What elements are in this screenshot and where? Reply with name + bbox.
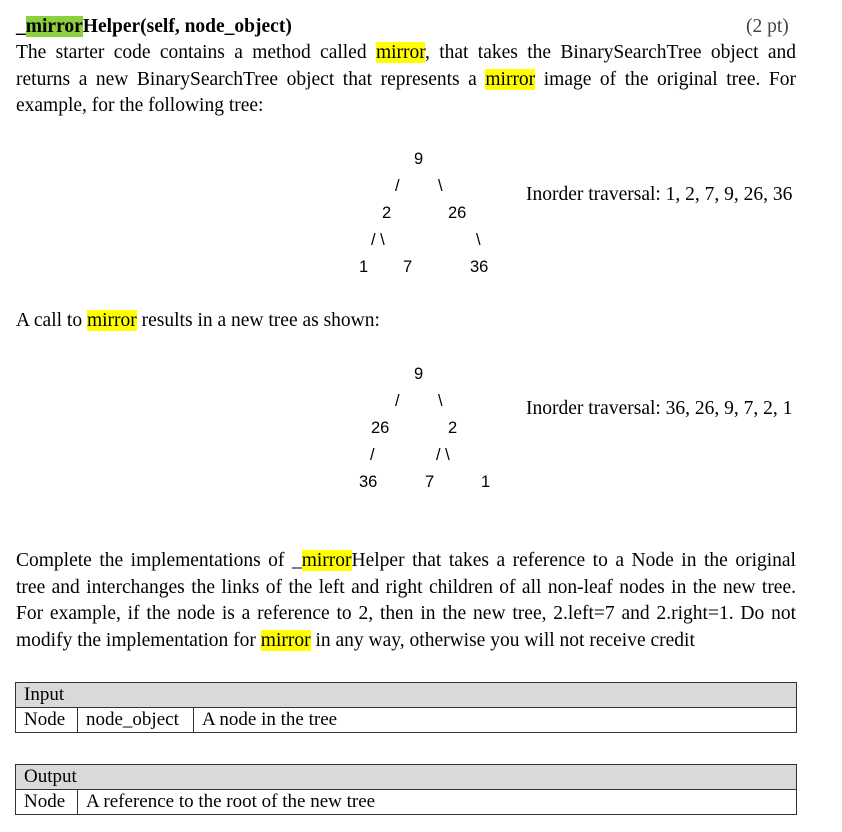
tree1-node-2: 2: [382, 204, 392, 222]
tree2-node-26: 26: [371, 419, 390, 437]
intro-line-2: returns a new BinarySearchTree object that represents a mirror image of the original tree. For: [16, 68, 796, 90]
complete-line-4: modify the implementation for mirror in any way, otherwise you will not receive credit: [16, 629, 695, 651]
tree1-node-26: 26: [448, 204, 467, 222]
tree1-edge-26: \: [476, 231, 481, 249]
mirror-highlight: mirror: [485, 68, 536, 90]
tree1-edge-right: \: [438, 177, 443, 195]
tree2-node-7: 7: [425, 473, 435, 491]
tree1-node-9: 9: [414, 150, 424, 168]
input-type: Node: [16, 708, 78, 733]
points-label: (2 pt): [746, 16, 789, 37]
mirror-highlight: mirror: [86, 310, 137, 331]
tree2-edge-right: \: [438, 392, 443, 410]
input-header: Input: [16, 683, 797, 708]
tree1-node-36: 36: [470, 258, 489, 276]
output-type: Node: [16, 790, 78, 815]
tree1-node-1: 1: [359, 258, 369, 276]
input-param: node_object: [78, 708, 194, 733]
output-header: Output: [16, 765, 797, 790]
mirror-call-line: A call to mirror results in a new tree as shown:: [16, 310, 380, 331]
tree1-node-7: 7: [403, 258, 413, 276]
tree2-edges-2: / \: [436, 446, 450, 464]
complete-line-3: For example, if the node is a reference to 2, then in the new tree, 2.left=7 and 2.right=1. Do not: [16, 603, 796, 624]
mirror-highlight: mirror: [375, 42, 425, 63]
mirror-highlight: mirror: [260, 629, 311, 651]
complete-line-2: tree and interchanges the links of the left and right children of all non-leaf nodes in the new tree.: [16, 576, 796, 598]
intro-line-3: example, for the following tree:: [16, 95, 264, 116]
complete-line-1: Complete the implementations of _mirrorHelper that takes a reference to a Node in the original: [16, 550, 796, 571]
tree1-edge-left: /: [395, 177, 400, 195]
tree1-traversal: Inorder traversal: 1, 2, 7, 9, 26, 36: [526, 184, 793, 205]
input-desc: A node in the tree: [194, 708, 797, 733]
output-desc: A reference to the root of the new tree: [78, 790, 797, 815]
intro-line-1: The starter code contains a method called mirror, that takes the BinarySearchTree object and: [16, 42, 797, 63]
tree2-node-2: 2: [448, 419, 458, 437]
tree1-edges-2: / \: [371, 231, 385, 249]
tree2-node-36: 36: [359, 473, 378, 491]
tree2-node-9: 9: [414, 365, 424, 383]
heading-name-highlight: mirror: [25, 16, 83, 37]
tree2-node-1: 1: [481, 473, 491, 491]
output-table: [15, 764, 797, 815]
mirror-highlight: mirror: [301, 550, 352, 571]
tree2-traversal: Inorder traversal: 36, 26, 9, 7, 2, 1: [526, 398, 793, 419]
problem-heading: [16, 14, 292, 40]
heading-name-rest: Helper(self, node_object): [82, 16, 292, 37]
tree2-edge-left: /: [395, 392, 400, 410]
heading-underscore: _: [16, 16, 26, 37]
input-table: [15, 682, 797, 733]
tree2-edge-26: /: [370, 446, 375, 464]
